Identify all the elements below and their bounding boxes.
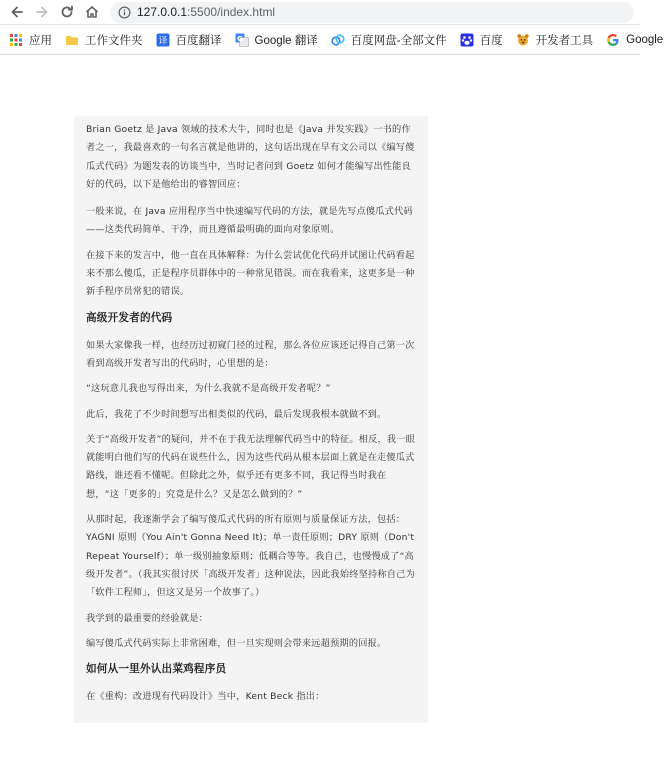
bookmark-google[interactable] (601, 29, 668, 51)
bookmark-label: 开发者工具 (535, 34, 594, 47)
section-heading: 高级开发者的代码 (86, 311, 173, 324)
url-text (137, 5, 275, 19)
bookmark-baidu[interactable] (455, 29, 508, 51)
bookmark-baidu-netdisk[interactable] (326, 29, 452, 51)
google-icon (606, 33, 620, 47)
info-icon[interactable] (118, 6, 131, 19)
article-paragraph: 在接下来的发言中，他一直在具体解释：为什么尝试优化代码并试图让代码看起来不那么傻瓜，正是程序员群体中的一种常见错误。而在我看来，这更多是一种新手程序员常犯的错误。 (86, 249, 415, 298)
bookmark-work-folder[interactable] (60, 29, 148, 51)
article-paragraph: 此后，我花了不少时间想写出相类似的代码，最后发现我根本就做不到。 (86, 408, 387, 420)
bookmark-label: Google 翻译 (254, 34, 318, 47)
url-path: :5500/index.html (187, 5, 276, 19)
page-viewport (0, 55, 640, 762)
article-paragraph: Brian Goetz 是 Java 领域的技术大牛，同时也是《Java 并发实践》一书的作者之一，我最喜欢的一句名言就是他讲的，这句话出现在早有文公司以《编写傻瓜式代码》为题发表的访谈当中，当时记者问到 Goetz 如何才能编写出性能良好的代码，以下是他给出的睿智回应： (86, 124, 415, 190)
bookmark-label: 应用 (29, 34, 52, 47)
forward-button[interactable] (31, 1, 53, 23)
reload-button[interactable] (56, 1, 78, 23)
url-host: 127.0.0.1 (137, 5, 188, 19)
home-icon (84, 4, 100, 20)
browser-toolbar (0, 0, 640, 25)
developer-tools-icon (516, 33, 530, 47)
bookmark-label: 百度 (479, 34, 503, 47)
back-arrow-icon (9, 4, 25, 20)
article-paragraph: 一般来说，在 Java 应用程序当中快速编写代码的方法，就是先写点傻瓜式代码——这类代码简单、干净，而且遵循最明确的面向对象原则。 (86, 206, 413, 236)
article-paragraph: 如果大家像我一样，也经历过初窥门径的过程，那么各位应该还记得自己第一次看到高级开发者写出的代码时，心里想的是： (86, 339, 415, 369)
bookmark-label: 工作文件夹 (85, 34, 143, 47)
bookmark-baidu-translate[interactable] (151, 29, 227, 51)
article-paragraph: 从那时起，我逐渐学会了编写傻瓜式代码的所有原则与质量保证方法，包括：YAGNI 原则（You Ain't Gonna Need It)；单一责任原则；DRY 原则（Don't Repeat Yourself）；单一级别抽象原则；低耦合等等。我自己，也慢慢成了“高级开发者”。（我其实很讨厌「高级开发者」这种说法，因此我始终坚持称自己为「软件工程师」，但这又是另一个故事了。） (86, 514, 415, 599)
bookmark-google-translate[interactable] (230, 29, 323, 51)
bookmark-apps[interactable] (4, 29, 57, 51)
article-body (74, 116, 428, 723)
baidu-translate-icon (156, 33, 170, 47)
article-paragraph: 关于“高级开发者”的疑问，并不在于我无法理解代码当中的特征。相反，我一眼就能明白他们写的代码在说些什么，因为这些代码从根本层面上就是在走傻瓜式路线，谁还看不懂呢。但除此之外，似乎还有更多不同，我记得当时我在想，“这「更多的」究竟是什么？又是怎么做到的？” (86, 433, 416, 500)
article-quote: “这玩意儿我也写得出来，为什么我就不是高级开发者呢？” (86, 383, 331, 395)
back-button[interactable] (6, 1, 28, 23)
bookmark-label: 百度网盘-全部文件 (350, 34, 447, 47)
article-paragraph: 在《重构：改进现有代码设计》当中，Kent Beck 指出： (86, 691, 325, 703)
svg-text:译: 译 (157, 36, 168, 46)
baidu-paw-icon (460, 33, 474, 47)
bookmark-label: Google (626, 33, 664, 46)
apps-grid-icon (9, 33, 23, 47)
forward-arrow-icon (34, 4, 50, 20)
bookmark-developer-tools[interactable] (511, 29, 599, 51)
baidu-netdisk-icon (331, 33, 345, 47)
home-button[interactable] (81, 1, 103, 23)
reload-icon (59, 4, 75, 20)
article-paragraph: 编写傻瓜式代码实际上非常困难，但一旦实现则会带来远超预期的回报。 (86, 637, 387, 649)
folder-icon (65, 33, 79, 47)
bookmarks-bar (0, 25, 664, 55)
google-translate-icon (235, 33, 249, 47)
article-paragraph: 我学到的最重要的经验就是： (86, 612, 209, 624)
address-bar[interactable] (110, 2, 634, 23)
section-heading: 如何从一里外认出菜鸡程序员 (86, 663, 227, 676)
svg-text:G: G (236, 34, 243, 43)
bookmark-label: 百度翻译 (175, 34, 222, 47)
